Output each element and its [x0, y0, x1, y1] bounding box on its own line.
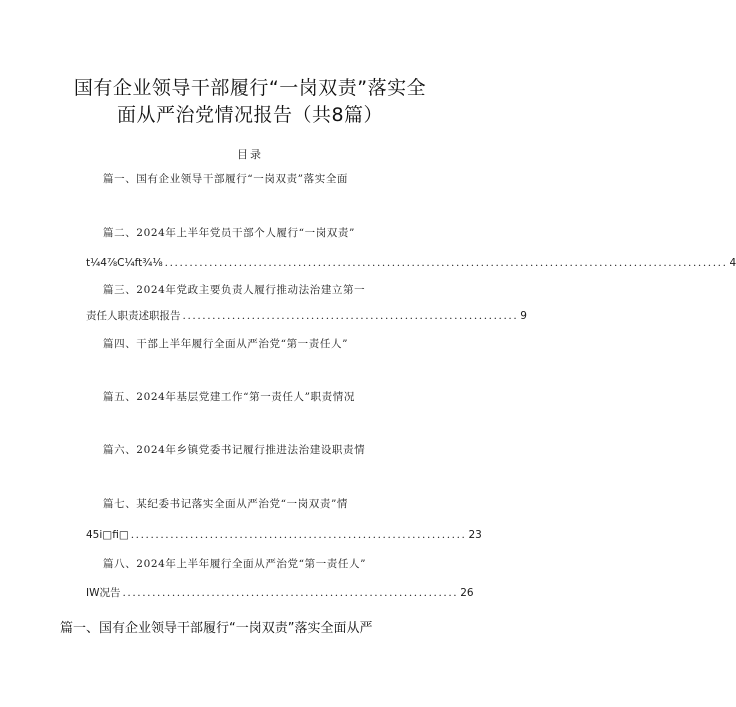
toc-entry-8-continuation[interactable] [86, 586, 474, 600]
toc-entry-2[interactable]: 篇二、2024年上半年党员干部个人履行“一岗双责” [103, 227, 355, 239]
toc-entry-4[interactable]: 篇四、干部上半年履行全面从严治党“第一责任人” [103, 338, 349, 350]
dot-leader: .................................................................... [182, 310, 519, 322]
toc-entry-2-continuation[interactable] [86, 256, 736, 270]
toc-entry-2-tail: t¼4⅞C¼ft¾⅛ [86, 257, 163, 269]
page-number: 4 [729, 257, 736, 269]
dot-leader: .................................................................................................................. [164, 257, 728, 269]
toc-entry-8-tail: IW况告 [86, 587, 121, 599]
toc-entry-3[interactable]: 篇三、2024年党政主要负责人履行推动法治建立第一 [103, 284, 366, 296]
dot-leader: .................................................................... [130, 529, 467, 541]
document-title-line-2: 面从严治党情况报告（共8篇） [116, 104, 384, 126]
toc-entry-1[interactable]: 篇一、国有企业领导干部履行“一岗双责”落实全面 [103, 173, 349, 185]
toc-entry-7-continuation[interactable] [86, 528, 482, 542]
document-title-line-1: 国有企业领导干部履行“一岗双责”落实全 [73, 77, 427, 99]
page-number: 23 [468, 529, 482, 541]
toc-entry-5[interactable]: 篇五、2024年基层党建工作“第一责任人”职责情况 [103, 391, 355, 403]
toc-entry-6[interactable]: 篇六、2024年乡镇党委书记履行推进法治建设职责情 [103, 444, 366, 456]
page-number: 26 [460, 587, 474, 599]
toc-entry-3-tail: 责任人职责述职报告 [86, 310, 181, 322]
page-number: 9 [520, 310, 527, 322]
toc-entry-7-tail: 45i□fi□ [86, 529, 129, 541]
toc-entry-8[interactable]: 篇八、2024年上半年履行全面从严治党“第一责任人” [103, 558, 367, 570]
dot-leader: .................................................................... [122, 587, 459, 599]
toc-heading: 目录 [237, 148, 263, 161]
section-heading: 篇一、国有企业领导干部履行“一岗双责”落实全面从严 [60, 621, 373, 636]
toc-entry-7[interactable]: 篇七、某纪委书记落实全面从严治党“一岗双责”情 [103, 498, 349, 510]
toc-entry-3-continuation[interactable] [86, 309, 527, 323]
